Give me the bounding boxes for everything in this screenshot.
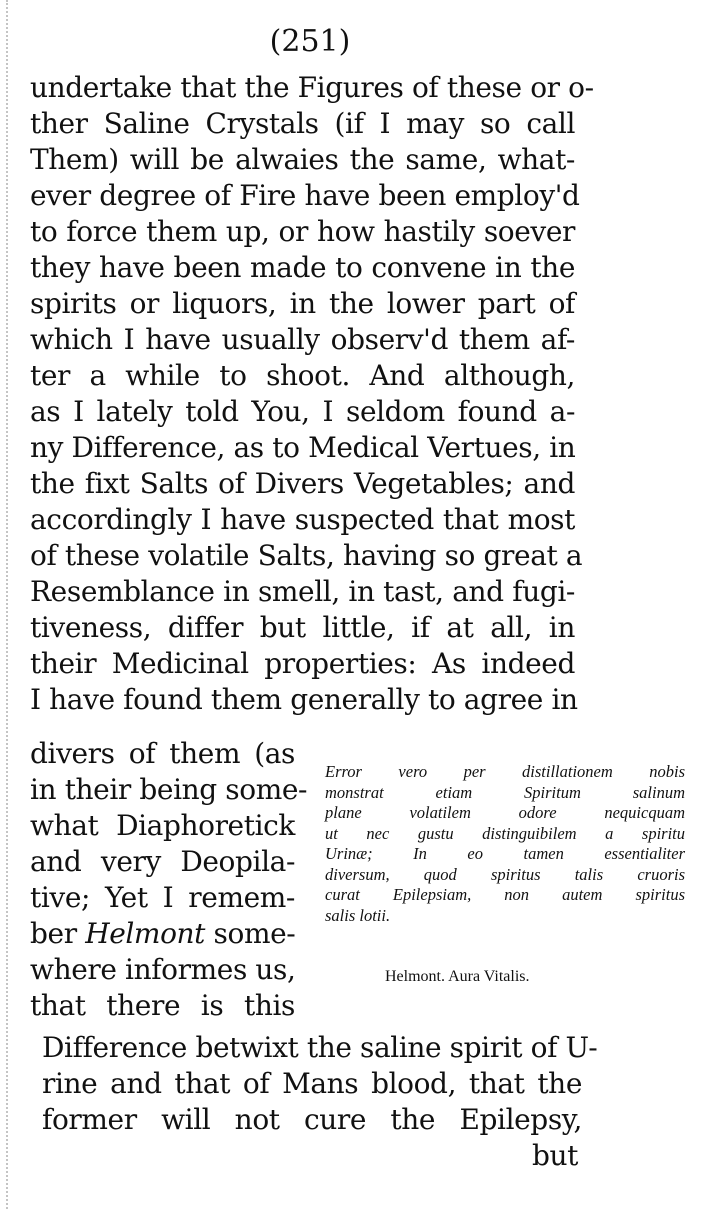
text-fragment: some- <box>205 917 296 950</box>
text-line: that there is this <box>30 989 295 1022</box>
text-line: in their being some- <box>30 773 308 806</box>
text-line: where informes us, <box>30 953 296 986</box>
note-line: ut nec gustu distinguibilem a spiritu <box>325 823 685 843</box>
text-line: I have found them generally to agree in <box>30 683 578 716</box>
text-line: they have been made to convene in the <box>30 251 575 284</box>
text-line: what Diaphoretick <box>30 809 295 842</box>
author-name: Helmont <box>85 917 206 950</box>
text-line: accordingly I have suspected that most <box>30 503 575 536</box>
text-line: and very Deopila- <box>30 845 295 878</box>
text-line: ever degree of Fire have been employ'd <box>30 179 580 212</box>
text-line: undertake that the Figures of these or o- <box>30 71 594 104</box>
text-line <box>30 916 295 952</box>
text-line: former will not cure the Epilepsy, <box>42 1103 582 1136</box>
note-line: monstrat etiam Spiritum salinum <box>325 782 685 802</box>
text-line: tive; Yet I remem- <box>30 881 295 914</box>
text-line: divers of them (as <box>30 737 295 770</box>
text-line: tiveness, differ but little, if at all, in <box>30 611 575 644</box>
text-line: to force them up, or how hastily soever <box>30 215 575 248</box>
margin-note <box>325 762 685 926</box>
text-line: ter a while to shoot. And although, <box>30 359 575 392</box>
text-line: which I have usually observ'd them af- <box>30 323 575 356</box>
page-edge <box>6 0 8 1209</box>
note-line: diversum, quod spiritus talis cruoris <box>325 864 685 884</box>
text-line: Them) will be alwaies the same, what- <box>30 143 575 176</box>
text-line: Resemblance in smell, in tast, and fugi- <box>30 575 575 608</box>
text-line: as I lately told You, I seldom found a- <box>30 395 575 428</box>
page-number: (251) <box>269 24 351 59</box>
note-line: salis lotii. <box>325 905 391 925</box>
text-line: the fixt Salts of Divers Vegetables; and <box>30 467 575 500</box>
note-source: Helmont. Aura Vitalis. <box>385 968 530 985</box>
note-line: Error vero per distillationem nobis <box>325 762 685 781</box>
note-line: Urinæ; In eo tamen essentialiter <box>325 844 685 863</box>
text-line: of these volatile Salts, having so great a <box>30 539 583 572</box>
text-line: their Medicinal properties: As indeed <box>30 647 575 680</box>
text-line: rine and that of Mans blood, that the <box>42 1067 582 1100</box>
text-line: Difference betwixt the saline spirit of U- <box>42 1031 598 1064</box>
note-line: plane volatilem odore nequicquam <box>325 803 685 822</box>
catchword: but <box>531 1139 578 1172</box>
note-line: curat Epilepsiam, non autem spiritus <box>325 885 685 904</box>
text-line: ther Saline Crystals (if I may so call <box>30 107 575 140</box>
text-fragment: ber <box>30 917 86 950</box>
text-line: ny Difference, as to Medical Vertues, in <box>30 431 576 464</box>
text-line: spirits or liquors, in the lower part of <box>30 287 575 320</box>
